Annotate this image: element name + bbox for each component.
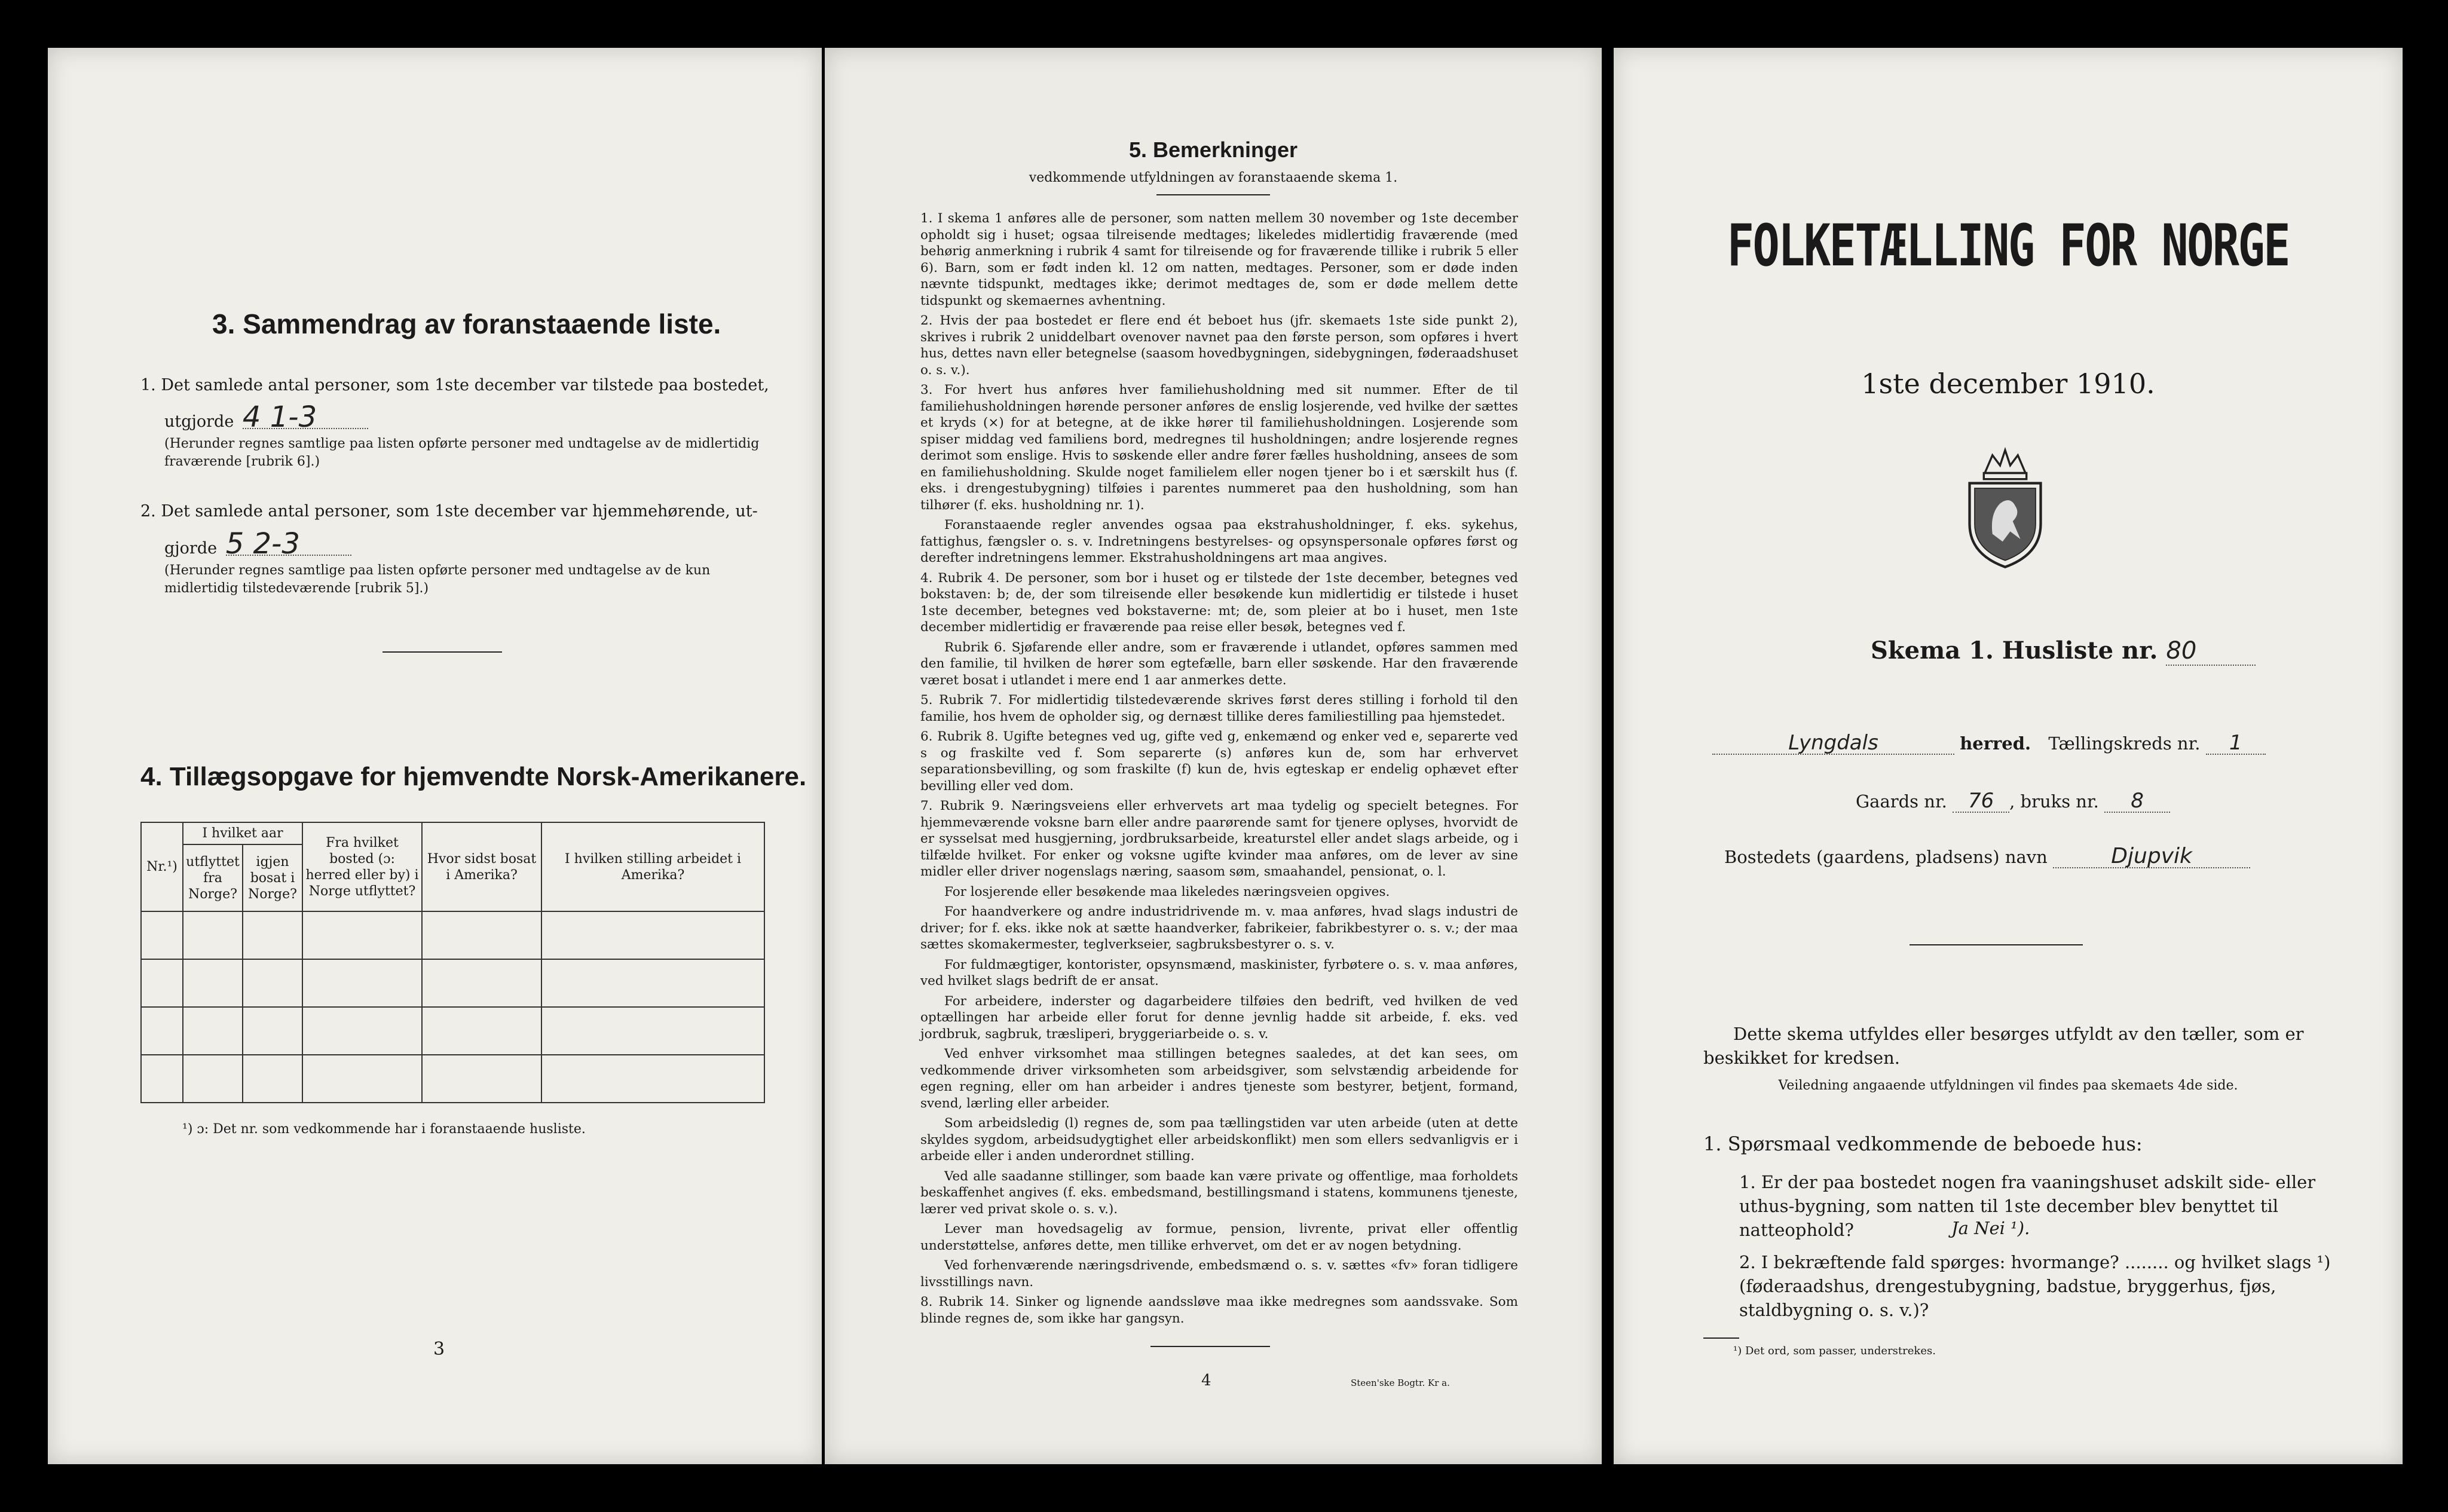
question-1-answer: Ja Nei ¹). [1951,1218,2030,1238]
remark-paragraph: 8. Rubrik 14. Sinker og lignende aandssløve maa ikke medregnes som aandssvake. Som blinde regnes de, som ikke har gangsyn. [920,1294,1518,1326]
item2-note: (Herunder regnes samtlige paa listen opførte personer med undtagelse av de kun midlertidig tilstedeværende [rubrik 5].) [164,563,711,596]
left-footnote: ¹) ɔ: Det nr. som vedkommende har i foranstaaende husliste. [182,1122,586,1137]
col-stilling: I hvilken stilling arbeidet i Amerika? [541,822,764,911]
col-nr: Nr.¹) [141,822,183,911]
remark-paragraph: Ved forhenværende næringsdrivende, embedsmænd o. s. v. sættes «fv» foran tidligere livsstillings navn. [920,1258,1518,1290]
remark-paragraph: For fuldmægtiger, kontorister, opsynsmænd, maskinister, fyrbøtere o. s. v. maa anføres, ved hvilket slags bedrift de er ansat. [920,957,1518,988]
remark-paragraph: 3. For hvert hus anføres hver familiehusholdning med sit nummer. Efter de til familiehusholdningen hørende personer anføres de enslig losjerende, ved hvilke der sættes et kryds (×) for at betegne, at de ikke hører til familiehusholdningen. Losjerende som spiser middag ved familiens bord, medregnes til husholdningen; andre losjerende regnes derimot som enslige. Hvis to søskende eller andre fører fælles husholdning, ansees de som en familiehusholdning. Skulde noget familielem eller nogen tjener bo i et særskilt hus (f. eks. i drengestubygning) tilføies i parentes nummeret paa den husholdning, som han tilhører (f. eks. husholdning nr. 1). [920,382,1518,513]
item1-line [164,400,368,434]
right-footnote: ¹) Det ord, som passer, understrekes. [1733,1345,1936,1357]
col-group: I hvilket aar [183,822,302,844]
table-row [141,959,764,1007]
bruks-value: 8 [2104,790,2170,813]
page-right [1614,48,2403,1464]
gaards-line: Gaards nr. 76 , bruks nr. 8 [1856,790,2170,813]
page-left [48,48,822,1464]
divider [1910,944,2083,945]
census-title: FOLKETÆLLING FOR NORGE [1727,212,2290,279]
remark-paragraph: Ved enhver virksomhet maa stillingen betegnes saaledes, at det kan sees, om vedkommende driver virksomheten som arbeidsgiver, som selvstændig arbeidende for egen regning, eller om han arbeider i andres tjeneste som bestyrer, betjent, formand, svend, lærling eller arbeider. [920,1046,1518,1111]
item2-value: 5 2-3 [226,533,351,556]
section-4-heading: 4. Tillægsopgave for hjemvendte Norsk-Amerikanere. [140,762,807,791]
herred-label: herred. [1960,733,2031,754]
remark-paragraph: Foranstaaende regler anvendes ogsaa paa ekstrahusholdninger, f. eks. sykehus, fattighus, fængsler o. s. v. Indretningens bestyrelses- og opsynspersonale opføres først og derefter indretningens lemmer. Ekstrahusholdningens art maa angives. [920,518,1518,565]
remark-paragraph: Rubrik 6. Sjøfarende eller andre, som er fraværende i utlandet, opføres sammen med den familie, til hvilken de hører som egtefælle, barn eller søskende. Har den fraværende været bosat i utlandet i mere end 1 aar anmerkes dette. [920,639,1518,688]
census-date: 1ste december 1910. [1861,368,2155,400]
middle-page-number: 4 [1201,1372,1211,1389]
herred-value: Lyngdals [1712,732,1954,755]
question-2: 2. I bekræftende fald spørges: hvormange? ........ og hvilket slags ¹) (føderaadshus, drengestubygning, badstue, bryggerhus, fjøs, staldbygning o. s. v.)? [1739,1252,2331,1320]
gaards-value: 76 [1953,790,2009,813]
remarks-heading: 5. Bemerkninger [1128,137,1298,162]
intro-text: Dette skema utfyldes eller besørges utfyldt av den tæller, som er beskikket for kredsen. [1703,1024,2304,1068]
divider [382,651,502,653]
skema-line [1871,636,2256,666]
norsk-amerikanere-table [140,822,765,1103]
table-row [141,1055,764,1103]
col-fra: Fra hvilket bosted (ɔ: herred eller by) i Norge utflyttet? [302,822,422,911]
bosted-value: Djupvik [2053,846,2250,868]
remark-paragraph: 2. Hvis der paa bostedet er flere end ét beboet hus (jfr. skemaets 1ste side punkt 2), skrives i rubrik 2 uniddelbart ovenover navnet paa den første person, som opføres i hvert hus, dettes navn eller betegnelse (saasom hovedbygningen, sidebygningen, føderaadshuset o. s. v.). [920,313,1518,378]
remark-paragraph: 4. Rubrik 4. De personer, som bor i huset og er tilstede der 1ste december, betegnes ved bokstaven: b; de, der som tilreisende eller besøkende kun midlertidig er tilstede i huset 1ste december, betegnes ved bokstaverne: mt; de, som pleier at bo i huset, men 1ste december midlertidig er fraværende paa reise eller besøk, betegnes ved f. [920,570,1518,635]
remark-paragraph: Lever man hovedsagelig av formue, pension, livrente, privat eller offentlig understøttelse, anføres dette, men tillike erhvervet, om det er av nogen betydning. [920,1222,1518,1253]
skema-label: Skema 1. Husliste nr. [1871,636,2158,665]
item1-lead: utgjorde [164,412,234,431]
item1-value: 4 1-3 [243,406,368,429]
item2-lead: gjorde [164,539,218,558]
table-row [141,911,764,959]
skema-value: 80 [2166,637,2256,666]
left-page-number: 3 [433,1339,445,1360]
question-1: 1. Er der paa bostedet nogen fra vaaningshuset adskilt side- eller uthus-bygning, som natten til 1ste december blev benyttet til natteophold? [1739,1172,2316,1240]
remark-paragraph: For arbeidere, inderster og dagarbeidere tilføies den bedrift, ved hvilken de ved optællingen har arbeide eller forut for denne jevnlig hadde sit arbeide, f. eks. ved jordbruk, sagbruk, træsliperi, bryggeriarbeide o. s. v. [920,993,1518,1042]
remark-paragraph: For haandverkere og andre industridrivende m. v. maa anføres, hvad slags industri de driver; for f. eks. ikke nok at sætte haandverker, fabrikeier, fabrikbestyrer o. s. v.; der maa sættes skomakermester, teglverkseier, sagbruksbestyrer o. s. v. [920,904,1518,952]
remarks-list [920,210,1518,1330]
printer-mark: Steen'ske Bogtr. Kr a. [1351,1378,1450,1388]
item2-line [164,527,351,561]
item2-text: 2. Det samlede antal personer, som 1ste december var hjemmehørende, ut- [140,502,758,521]
col-utflyttet: utflyttet fra Norge? [183,844,243,911]
remarks-subheading: vedkommende utfyldningen av foranstaaende skema 1. [1029,170,1398,185]
remark-paragraph: 5. Rubrik 7. For midlertidig tilstedeværende skrives først deres stilling i forhold til den familie, hos hvem de opholder sig, og dernæst tillike deres familiestilling paa hjemstedet. [920,693,1518,724]
table-row [141,1007,764,1055]
herred-line [1712,732,2358,755]
questions-heading: 1. Spørsmaal vedkommende de beboede hus: [1703,1133,2143,1155]
remark-paragraph: Som arbeidsledig (l) regnes de, som paa tællingstiden var uten arbeide (uten at dette skyldes sygdom, arbeidsudygtighet eller arbeidskonflikt) men som ellers sedvanligvis er i arbeide eller i anden underordnet stilling. [920,1116,1518,1164]
divider [1156,194,1270,195]
remark-paragraph: 1. I skema 1 anføres alle de personer, som natten mellem 30 november og 1ste december opholdt sig i huset; ogsaa tilreisende medtages; likeledes midlertidig fraværende (med behørig anmerkning i rubrik 4 samt for tilreisende og for fraværende tillike i rubrik 5 eller 6). Barn, som er født inden kl. 12 om natten, medtages. Personer, som er døde inden nævnte tidspunkt, medtages ikke; derimot medtages de, som er døde mellem dette tidspunkt og skemaernes avhentning. [920,211,1518,308]
bruks-label: bruks nr. [2020,791,2099,812]
remark-paragraph: For losjerende eller besøkende maa likeledes næringsveien opgives. [944,884,1390,899]
intro-note: Veiledning angaaende utfyldningen vil findes paa skemaets 4de side. [1778,1078,2238,1093]
col-igjen: igjen bosat i Norge? [243,844,302,911]
bosted-label: Bostedets (gaardens, pladsens) navn [1724,847,2048,867]
section-3-heading: 3. Sammendrag av foranstaaende liste. [212,308,721,339]
remark-paragraph: 7. Rubrik 9. Næringsveiens eller erhvervets art maa tydelig og specielt betegnes. For hjemmeværende voksne barn eller andre paarørende samt for tjenere oplyses, hvorvidt de er sysselsat med husgjerning, jordbruksarbeide, kreaturstel eller andet slags arbeide, og i tilfælde hvilket. For enker og voksne ugifte kvinder maa anføres, om de lever av sine midler eller driver nogenslags næring, saasom søm, smaahandel, pensionat, o. l. [920,798,1518,879]
item1-note: (Herunder regnes samtlige paa listen opførte personer med undtagelse av de midlertidig fraværende [rubrik 6].) [164,436,760,469]
remark-paragraph: Ved alle saadanne stillinger, som baade kan være private og offentlige, maa forholdets beskaffenhet angives (f. eks. embedsmand, bestillingsmand i statens, kommunens tjeneste, lærer ved privat skole o. s. v.). [920,1168,1518,1217]
page-middle [825,48,1602,1464]
divider [1150,1346,1270,1347]
divider [1703,1337,1739,1339]
coat-of-arms-icon [1954,436,2056,571]
remark-paragraph: 6. Rubrik 8. Ugifte betegnes ved ug, gifte ved g, enkemænd og enker ved e, separerte ved s og fraskilte ved f. Som separerte (s) anføres kun de, som har erhvervet separationsbevilling, og som fraskilte (f) kun de, hvis egteskap er endelig ophævet efter bevilling eller ved dom. [920,729,1518,794]
item1-text: 1. Det samlede antal personer, som 1ste december var tilstede paa bostedet, [140,376,769,394]
gaards-label: Gaards nr. [1856,791,1947,812]
kreds-value: 1 [2206,732,2266,755]
kreds-label: Tællingskreds nr. [2048,733,2201,754]
col-hvor: Hvor sidst bosat i Amerika? [422,822,541,911]
bosted-line [1724,846,2250,868]
